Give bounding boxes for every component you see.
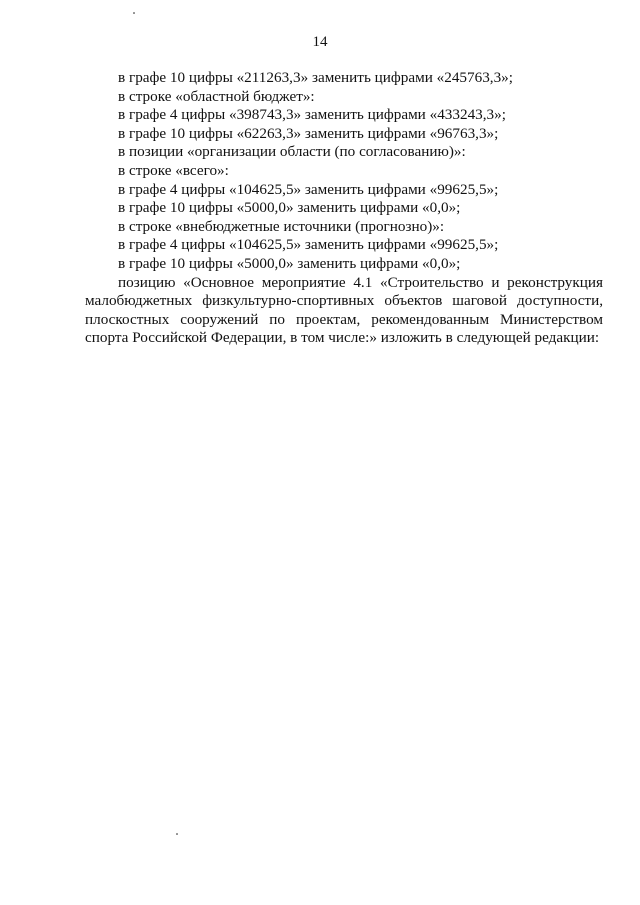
text-line: в графе 4 цифры «398743,3» заменить цифрами «433243,3»; <box>118 106 506 124</box>
text-line: в графе 10 цифры «5000,0» заменить цифрами «0,0»; <box>118 254 461 272</box>
text-line: в графе 4 цифры «104625,5» заменить цифрами «99625,5»; <box>118 236 499 254</box>
page-number: 14 <box>312 34 328 50</box>
text-line: в графе 4 цифры «104625,5» заменить цифрами «99625,5»; <box>118 180 499 198</box>
scan-speck <box>133 12 135 14</box>
text-line: в строке «внебюджетные источники (прогнозно)»: <box>118 217 445 235</box>
text-line: в строке «всего»: <box>118 161 229 179</box>
text-line: в графе 10 цифры «5000,0» заменить цифрами «0,0»; <box>118 199 461 217</box>
text-line: в строке «областной бюджет»: <box>118 87 315 105</box>
text-line: в позиции «организации области (по согласованию)»: <box>118 143 466 161</box>
document-body <box>85 69 603 348</box>
scan-speck <box>176 833 178 835</box>
text-line: в графе 10 цифры «211263,3» заменить цифрами «245763,3»; <box>118 69 513 86</box>
text-line: в графе 10 цифры «62263,3» заменить цифрами «96763,3»; <box>118 124 499 142</box>
final-paragraph: позицию «Основное мероприятие 4.1 «Строительство и реконструкция малобюджетных физкультурно-спортивных объектов шаговой доступности, плоскостных сооружений по проектам, рекомендованным Министерством спорта Российской Федерации, в том числе:» изложить в следующей редакции: <box>85 273 603 347</box>
